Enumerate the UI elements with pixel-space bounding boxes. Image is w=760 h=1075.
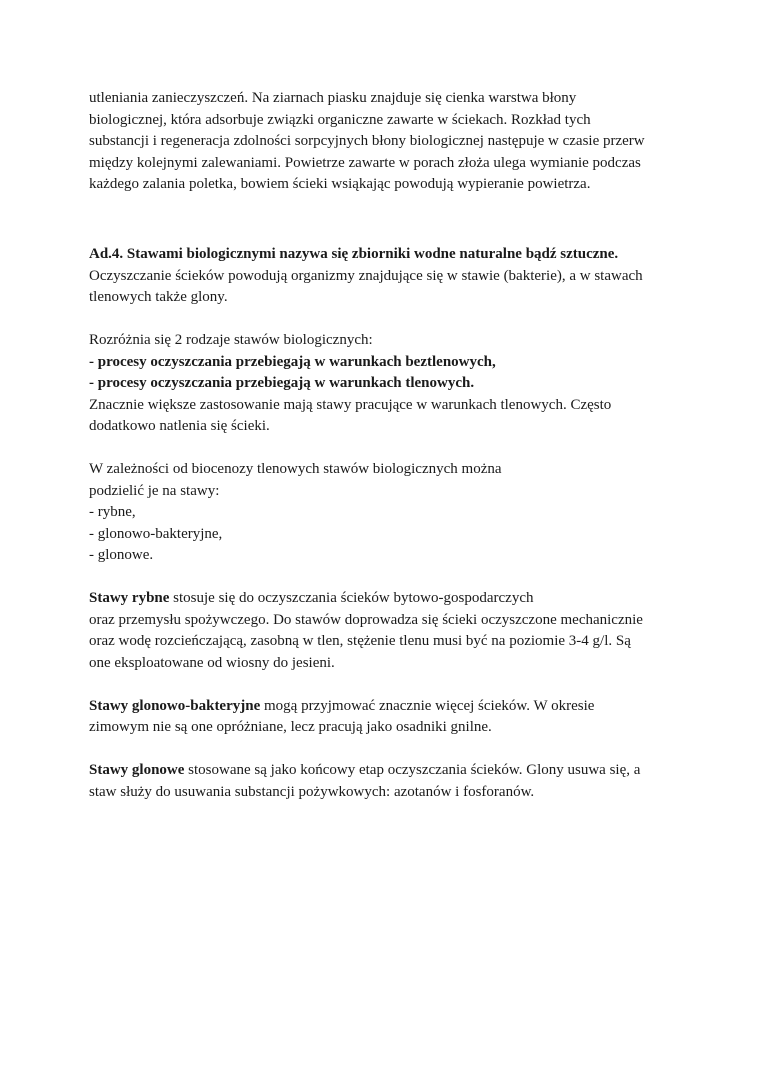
text-line: Rozróżnia się 2 rodzaje stawów biologicznych: [89,332,373,348]
text-line [89,760,689,782]
text-line: staw służy do usuwania substancji pożywkowych: azotanów i fosforanów. [89,783,535,800]
list-item: - procesy oczyszczania przebiegają w warunkach tlenowych. [89,375,475,391]
list-item: - glonowe. [89,547,154,563]
text-line: Oczyszczanie ścieków powodują organizmy znajdujące się w stawie (bakterie), a w stawach [89,267,643,284]
text-line: tlenowych także glony. [89,289,228,305]
spacer [89,217,689,244]
document-page [89,88,689,803]
text-line: podzielić je na stawy: [89,482,220,499]
text-line: każdego zalania poletka, bowiem ścieki wsiąkając powodują wypieranie powietrza. [89,176,591,192]
list-item: - procesy oczyszczania przebiegają w warunkach beztlenowych, [89,353,496,370]
fish-ponds-section [89,588,689,674]
text-fragment: stosuje się do oczyszczania ścieków bytowo-gospodarczych [169,590,534,606]
pond-types-section [89,330,689,438]
text-line: biologicznej, która adsorbuje związki organiczne zawarte w ściekach. Rozkład tych [89,111,591,128]
biocenosis-section [89,459,689,567]
spacer [89,196,689,218]
list-item: - rybne, [89,504,136,520]
text-line: oraz wodę rozcieńczającą, zasobną w tlen, stężenie tlenu musi być na poziomie 3-4 g/l. Są [89,633,631,649]
algae-bacteria-ponds-section [89,696,689,739]
spacer [89,309,689,331]
text-line: oraz przemysłu spożywczego. Do stawów doprowadza się ścieki oczyszczone mechanicznie [89,611,643,628]
ad4-section [89,244,689,309]
text-line: one eksploatowane od wiosny do jesieni. [89,654,335,671]
text-line: Znacznie większe zastosowanie mają stawy pracujące w warunkach tlenowych. Często [89,396,612,413]
text-line [89,696,689,718]
text-line [89,588,689,610]
algae-ponds-section [89,760,689,803]
list-item: - glonowo-bakteryjne, [89,525,223,542]
term-fish-ponds: Stawy rybne [89,590,170,606]
spacer [89,674,689,696]
term-algae-ponds: Stawy glonowe [89,762,185,778]
term-algae-bacteria-ponds: Stawy glonowo-bakteryjne [89,697,261,714]
section-heading: Ad.4. Stawami biologicznymi nazywa się zbiorniki wodne naturalne bądź sztuczne. [89,246,619,262]
text-fragment: stosowane są jako końcowy etap oczyszczania ścieków. Glony usuwa się, a [184,762,641,778]
spacer [89,438,689,460]
text-line: między kolejnymi zalewaniami. Powietrze zawarte w porach złoża ulega wymianie podczas [89,154,641,171]
spacer [89,739,689,761]
text-line: dodatkowo natlenia się ścieki. [89,418,270,434]
text-line: utleniania zanieczyszczeń. Na ziarnach piasku znajduje się cienka warstwa błony [89,90,577,106]
spacer [89,567,689,589]
text-fragment: mogą przyjmować znacznie więcej ścieków. W okresie [260,697,595,714]
intro-paragraph [89,88,689,196]
text-line: substancji i regeneracja zdolności sorpcyjnych błony biologicznej następuje w czasie przerw [89,133,645,149]
text-line: W zależności od biocenozy tlenowych stawów biologicznych można [89,461,502,477]
text-line: zimowym nie są one opróżniane, lecz pracują jako osadniki gnilne. [89,719,492,735]
